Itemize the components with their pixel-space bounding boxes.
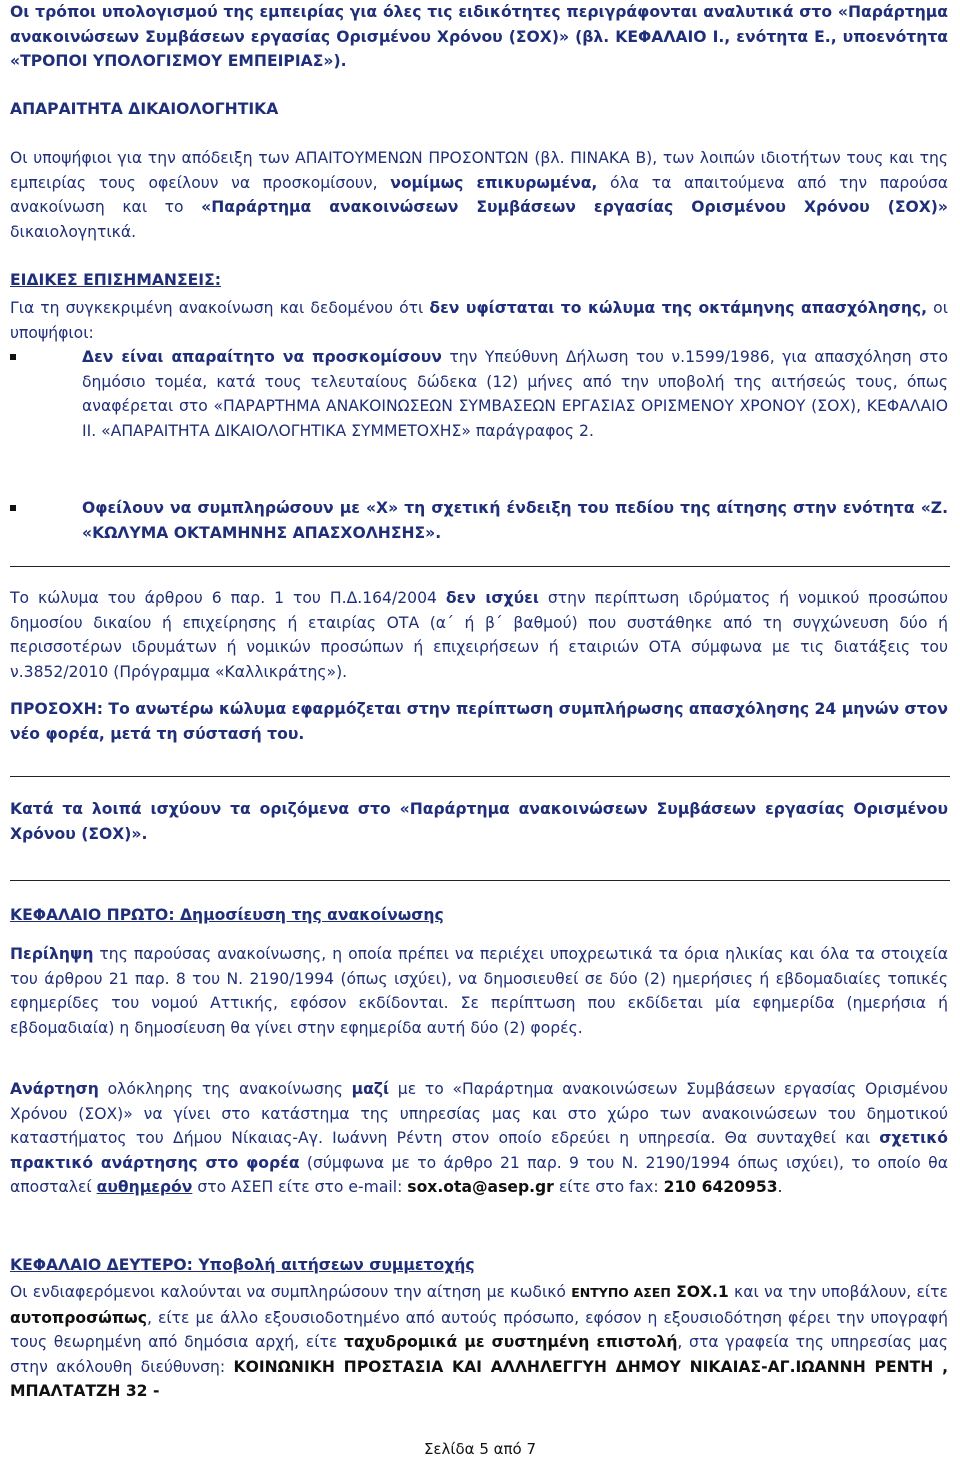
summary-label: Περίληψη (10, 945, 94, 963)
special-remarks-intro (10, 296, 948, 345)
chapter-2-heading-row (10, 1253, 948, 1278)
divider (10, 566, 950, 567)
bullet-item-2 (10, 496, 948, 545)
chapter-2-text-2: και να την υποβάλουν, είτε (734, 1283, 948, 1301)
special-remarks-heading-row (10, 268, 948, 293)
address: ΚΟΙΝΩΝΙΚΗ ΠΡΟΣΤΑΣΙΑ ΚΑΙ ΑΛΛΗΛΕΓΓΥΗ ΔΗΜΟΥ ΝΙΚΑΙΑΣ-ΑΓ.ΙΩΑΝΝΗ ΡΕΝΤΗ , ΜΠΑΛΤΑΤΖΗ 32 - (10, 1357, 948, 1401)
required-docs-text-1: Οι υποψήφιοι για την απόδειξη των ΑΠΑΙΤΟΥΜΕΝΩΝ ΠΡΟΣΟΝΤΩΝ (βλ. ΠΙΝΑΚΑ Β), των λοιπών ιδιοτήτων τους και της εμπειρίας τους οφείλουν να προσκομίσουν, (10, 149, 948, 192)
divider (10, 776, 950, 777)
obstacle-paragraph (10, 586, 948, 684)
required-docs-text-3: δικαιολογητικά. (10, 222, 137, 241)
chapter-1-heading-row (10, 903, 948, 928)
posting-record: σχετικό πρακτικό ανάρτησης στο φορέα (10, 1129, 948, 1172)
fax-number: 210 6420953 (663, 1178, 778, 1197)
bullet-item-1 (10, 345, 948, 443)
bullet-2-text: Οφείλουν να συμπληρώσουν με «Χ» τη σχετική ένδειξη του πεδίου της αίτησης στην ενότητα «Ζ. «ΚΩΛΥΜΑ ΟΚΤΑΜΗΝΗΣ ΑΠΑΣΧΟΛΗΣΗΣ». (82, 499, 948, 542)
posting-same-day: αυθημερόν (96, 1178, 193, 1197)
special-remarks-text-1: Για τη συγκεκριμένη ανακοίνωση και δεδομένου ότι (10, 299, 424, 317)
chapter-2-text-1: Οι ενδιαφερόμενοι καλούνται να συμπληρώσουν την αίτηση με κωδικό (10, 1283, 566, 1301)
required-docs-annex: «Παράρτημα ανακοινώσεων Συμβάσεων εργασίας Ορισμένου Χρόνου (ΣΟΧ)» (201, 198, 948, 217)
posting-text-2: με το «Παράρτημα ανακοινώσεων Συμβάσεων εργασίας Ορισμένου Χρόνου (ΣΟΧ)» να γίνει στο κατάστημα της υπηρεσίας μας και στο χώρο των ανακοινώσεων του δημοτικού καταστήματος του Δήμου Νίκαιας-Αγ. Ιωάννη Ρέντη στον οποίο εδρεύει η υπηρεσία. Θα συνταχθεί και (10, 1080, 948, 1148)
obstacle-text-2: στην περίπτωση ιδρύματος ή νομικού προσώπου δημοσίου δικαίου ή επιχείρησης ή εταιρίας ΟΤΑ (α΄ ή β΄ βαθμού) που συστάθηκε από τη συγχώνευση δύο ή περισσοτέρων ιδρυμάτων ή νομικών προσώπων ή επιχειρήσεων ή εταιριών ΟΤΑ σύμφωνα με τις διατάξεις του ν.3852/2010 (Πρόγραμμα «Καλλικράτης»). (10, 589, 948, 681)
posting-text-5: είτε στο fax: (558, 1178, 659, 1197)
intro-paragraph (10, 0, 948, 74)
posting-text-4: στο ΑΣΕΠ είτε στο e-mail: (197, 1178, 403, 1197)
posting-text-3: (σύμφωνα με το άρθρο 21 παρ. 9 του Ν. 2190/1994 όπως ισχύει), το οποίο θα αποσταλεί (10, 1153, 948, 1197)
chapter-1-posting (10, 1077, 948, 1200)
summary-text: της παρούσας ανακοίνωσης, η οποία πρέπει να περιέχει υποχρεωτικά τα όρια ηλικίας και όλα τα στοιχεία του άρθρου 21 παρ. 8 του Ν. 2190/1994 (όπως ισχύει), να δημοσιευθεί σε δύο (2) ημερήσιες ή εβδομαδιαίες τοπικές εφημερίδες του νομού Αττικής, εφόσον εκδίδονται. Σε περίπτωση που εκδίδεται μία εφημερίδα (ημερήσια ή εβδομαδιαία) η δημοσίευση θα γίνει στην εφημερίδα αυτή δύο (2) φορές. (10, 945, 948, 1037)
posting-text-1: ολόκληρης της ανακοίνωσης (107, 1080, 343, 1098)
obstacle-not-valid: δεν ισχύει (445, 589, 539, 607)
page-footer (0, 1440, 960, 1458)
special-remarks-heading: ΕΙΔΙΚΕΣ ΕΠΙΣΗΜΑΝΣΕΙΣ: (10, 271, 221, 289)
by-mail: ταχυδρομικά με συστημένη επιστολή (344, 1333, 678, 1352)
chapter-2-text-3: , είτε με άλλο εξουσιοδοτημένο από αυτούς πρόσωπο, εφόσον η εξουσιοδότηση φέρει την υπογραφή τους θεωρημένη από δημόσια αρχή, είτε (10, 1308, 948, 1352)
divider (10, 880, 950, 881)
rest-text: Κατά τα λοιπά ισχύουν τα οριζόμενα στο «Παράρτημα ανακοινώσεων Συμβάσεων εργασίας Ορισμένου Χρόνου (ΣΟΧ)». (10, 800, 948, 843)
required-docs-section (10, 97, 948, 122)
form-code-2: ΣΟΧ.1 (676, 1283, 729, 1301)
form-code: ΕΝΤΥΠΟ ΑΣΕΠ (571, 1285, 671, 1300)
required-docs-heading: ΑΠΑΡΑΙΤΗΤΑ ΔΙΚΑΙΟΛΟΓΗΤΙΚΑ (10, 100, 279, 118)
chapter-1-heading: ΚΕΦΑΛΑΙΟ ΠΡΩΤΟ: Δημοσίευση της ανακοίνωσης (10, 906, 444, 924)
page-number: Σελίδα 5 από 7 (423, 1440, 537, 1458)
chapter-1-summary (10, 942, 948, 1040)
intro-text: Οι τρόποι υπολογισμού της εμπειρίας για όλες τις ειδικότητες περιγράφονται αναλυτικά στο «Παράρτημα ανακοινώσεων Συμβάσεων εργασίας Ορισμένου Χρόνου (ΣΟΧ)» (βλ. ΚΕΦΑΛΑΙΟ Ι., ενότητα Ε., υποενότητα «ΤΡΟΠΟΙ ΥΠΟΛΟΓΙΣΜΟΥ ΕΜΠΕΙΡΙΑΣ»). (10, 3, 948, 70)
chapter-2-text-4: , στα γραφεία της υπηρεσίας μας στην ακόλουθη διεύθυνση: (10, 1333, 948, 1376)
bullet-icon (10, 354, 16, 360)
bullet-1-bold: Δεν είναι απαραίτητο να προσκομίσουν (82, 348, 442, 366)
chapter-2-heading: ΚΕΦΑΛΑΙΟ ΔΕΥΤΕΡΟ: Υποβολή αιτήσεων συμμετοχής (10, 1256, 475, 1274)
email-link[interactable]: sox.ota@asep.gr (407, 1178, 554, 1197)
attention-text: ΠΡΟΣΟΧΗ: Το ανωτέρω κώλυμα εφαρμόζεται στην περίπτωση συμπλήρωσης απασχόλησης 24 μηνών στον νέο φορέα, μετά τη σύστασή του. (10, 700, 948, 743)
in-person: αυτοπροσώπως (10, 1308, 147, 1327)
required-docs-paragraph (10, 146, 948, 244)
bullet-icon (10, 505, 16, 511)
rest-paragraph (10, 797, 948, 846)
chapter-2-paragraph (10, 1280, 948, 1404)
bullet-1-text: την Υπεύθυνη Δήλωση του ν.1599/1986, για απασχόληση στο δημόσιο τομέα, κατά τους τελευταίους δώδεκα (12) μήνες από την υποβολή της αιτήσεώς τους, όπως αναφέρεται στο «ΠΑΡΑΡΤΗΜΑ ΑΝΑΚΟΙΝΩΣΕΩΝ ΣΥΜΒΑΣΕΩΝ ΕΡΓΑΣΙΑΣ ΟΡΙΣΜΕΝΟΥ ΧΡΟΝΟΥ (ΣΟΧ), ΚΕΦΑΛΑΙΟ ΙΙ. «ΑΠΑΡΑΙΤΗΤΑ ΔΙΚΑΙΟΛΟΓΗΤΙΚΑ ΣΥΜΜΕΤΟΧΗΣ» παράγραφος 2. (82, 348, 948, 440)
special-remarks-obstacle: δεν υφίσταται το κώλυμα της οκτάμηνης απασχόλησης, (429, 299, 928, 317)
required-docs-text-2: όλα τα απαιτούμενα από την παρούσα ανακοίνωση και το (10, 173, 948, 217)
posting-label: Ανάρτηση (10, 1080, 99, 1098)
posting-end: . (777, 1178, 783, 1197)
posting-together: μαζί (351, 1080, 390, 1098)
special-remarks-text-2: οι υποψήφιοι: (10, 299, 948, 342)
obstacle-text-1: Το κώλυμα του άρθρου 6 παρ. 1 του Π.Δ.164/2004 (10, 589, 437, 607)
required-docs-certified: νομίμως επικυρωμένα, (390, 173, 598, 192)
attention-paragraph (10, 697, 948, 746)
